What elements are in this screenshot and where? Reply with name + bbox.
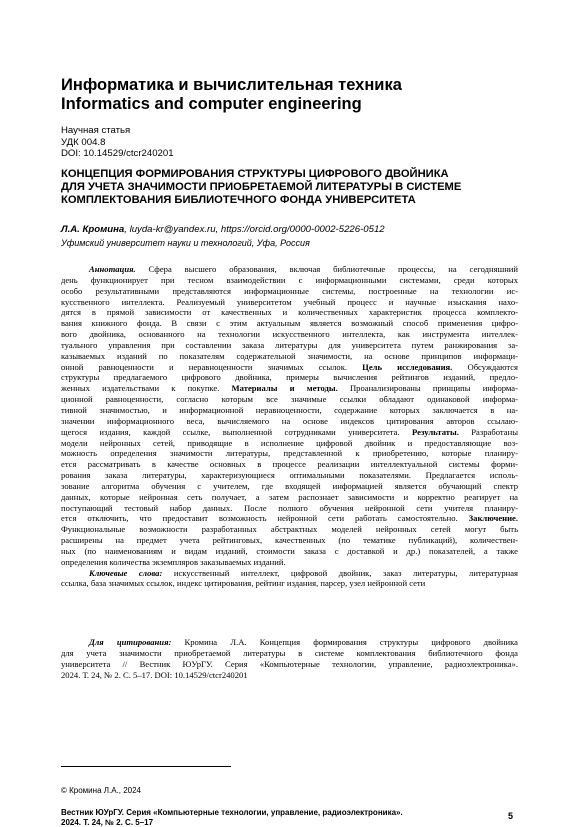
journal-footer: [61, 808, 403, 827]
abstract-line: щегося издания, каждой ссылке, выполненной сотрудниками университета. Результаты. Разработаны: [61, 426, 518, 437]
author-name: Л.А. Кромина: [61, 224, 125, 235]
article-type: Научная статья: [61, 125, 131, 136]
citation-line: 2024. Т. 24, № 2. С. 5–17. DOI: 10.14529/ctcr240201: [61, 669, 248, 680]
author-line: [61, 224, 385, 235]
page-number: 5: [508, 811, 514, 821]
section-heading: [61, 76, 521, 113]
abstract-line: онной равноценности и неравноценности значимых ссылок. Цель исследования. Обсуждаются: [61, 361, 519, 372]
citation-line: для учета значимости приобретаемой литературы в системе комплектования библиотечного фонда: [61, 647, 518, 658]
abstract-line: зование алгоритма обучения с учителем, где входящей информацией является обучающий спектр: [61, 480, 518, 491]
keywords-label: Ключевые слова:: [89, 567, 163, 578]
abstract-subheading: Цель исследования.: [362, 361, 453, 372]
abstract-label: Аннотация.: [89, 264, 136, 274]
abstract-line: особо результативными представляются информационные системы, построенные на технологии ис-: [61, 285, 518, 296]
paper-title-line: КОМПЛЕКТОВАНИЯ БИБЛИОТЕЧНОГО ФОНДА УНИВЕРСИТЕТА: [61, 194, 416, 207]
abstract-line: Аннотация. Сфера высшего образования, включая библиотечные процессы, на сегодняшний: [89, 264, 518, 274]
footnote-divider: [61, 766, 231, 767]
abstract-line: определения количества экземпляров заказываемых изданий.: [61, 556, 286, 567]
citation-label: Для цитирования:: [89, 637, 172, 647]
doi: DOI: 10.14529/ctcr240201: [61, 148, 174, 160]
abstract-line: значении информационного веса, вычисляемого на основе индексов цитирования авторов ссылаю-: [61, 415, 518, 426]
citation-line: Для цитирования: Кромина Л.А. Концепция формирования структуры цифрового двойника: [89, 637, 518, 647]
paper-title: [61, 168, 531, 208]
abstract-line: ционной равноценности, согласно которым все значимые ссылки обладают одинаковой информа-: [61, 394, 518, 405]
journal-name: Вестник ЮУрГУ. Серия «Компьютерные технологии, управление, радиоэлектроника».: [61, 808, 403, 817]
abstract-line: кусственного интеллекта. Реализуемый университетом учебный процесс и научные изыскания нахо-: [61, 296, 518, 307]
abstract-line: тивной значимостью, и информационной неравноценности, содержание которых заключается в на-: [61, 404, 518, 415]
abstract-line: можность определения значимости литературы, представленной к приобретению, которые планиру-: [61, 448, 518, 459]
abstract-line: поступающий тестовый набор данных. После полного обучения нейронной сети учителя планиру-: [61, 502, 518, 513]
abstract-line: модели нейронных сетей, приводящие в исполнение цифровой двойник и предоставляющие воз-: [61, 437, 518, 448]
abstract-subheading: Материалы и методы.: [231, 383, 338, 394]
abstract-line: Функциональные возможности разработанных абстрактных моделей нейронных сетей могут быть: [61, 524, 518, 535]
section-heading-en: Informatics and computer engineering: [61, 94, 362, 113]
abstract-line: ется рассматривать в качестве основных в процессе реализации интеллектуальной системы форми-: [61, 459, 518, 470]
abstract-line: казываемых изданий по показателям содержательной значимости, на основе принципов информаци-: [61, 350, 518, 361]
abstract-line: вания книжного фонда. В связи с этим актуальным является возможный способ применения цифро-: [61, 318, 518, 329]
abstract-subheading: Результаты.: [412, 426, 459, 437]
abstract-line: женных издательствами к покупке. Материалы и методы. Проанализированы принципы информа-: [61, 383, 518, 394]
abstract-line: туального управления при составлении заказа литературы для университета путем ранжирования за-: [61, 339, 518, 350]
author-contacts: , luyda-kr@yandex.ru, https://orcid.org/0000-0002-5226-0512: [124, 224, 385, 235]
abstract-line: структуры предлагаемого цифрового двойника, примеры вычисления рейтингов изданий, предло-: [61, 372, 518, 383]
abstract-subheading: Заключение.: [468, 513, 518, 524]
paper-title-line: ДЛЯ УЧЕТА ЗНАЧИМОСТИ ПРИОБРЕТАЕМОЙ ЛИТЕРАТУРЫ В СИСТЕМЕ: [61, 181, 462, 194]
article-meta: [61, 125, 174, 160]
citation-line: университета // Вестник ЮУрГУ. Серия «Компьютерные технологии, управление, радиоэлектроника».: [61, 658, 518, 669]
keywords-line: Ключевые слова: искусственный интеллект, цифровой двойник, заказ литературы, литературная: [89, 567, 518, 578]
abstract-line: ется отключить, что предоставит возможность нейронной сети работать самостоятельно. Заключение.: [61, 513, 518, 524]
citation-block: [61, 637, 518, 680]
abstract-line: данных, которые нейронная сеть получает, а затем распознает зависимости и корректно реагирует на: [61, 491, 518, 502]
abstract-line: день функционирует при тесном взаимодействии с информационными системами, среди которых: [61, 274, 518, 285]
journal-issue: 2024. Т. 24, № 2. С. 5–17: [61, 817, 154, 827]
abstract-line: вого двойника, основанного на технологии искусственного интеллекта, как инструмента интеллек-: [61, 329, 518, 340]
author-affiliation: Уфимский университет науки и технологий, Уфа, Россия: [61, 238, 310, 248]
udk-code: УДК 004.8: [61, 136, 106, 148]
section-heading-ru: Информатика и вычислительная техника: [61, 76, 402, 94]
abstract-line: расширены на предмет учета рейтинговых, качественных (по тематике публикаций), количествен-: [61, 535, 518, 546]
abstract: [61, 264, 518, 589]
copyright: © Кромина Л.А., 2024: [61, 786, 142, 795]
paper-title-line: КОНЦЕПЦИЯ ФОРМИРОВАНИЯ СТРУКТУРЫ ЦИФРОВОГО ДВОЙНИКА: [61, 168, 449, 180]
abstract-line: ных (по наименованиям и видам изданий, стоимости заказа с доставкой и др.) показателей, а также: [61, 545, 518, 556]
abstract-line: рования заказа литературы, характеризующиеся оптимальными показателями. Предлагается исполь-: [61, 470, 518, 481]
abstract-line: дятся в прямой зависимости от качественных и количественных характеристик процесса комплекто-: [61, 307, 518, 318]
keywords-line: ссылка, база значимых ссылок, индекс цитирования, рейтинг издания, парсер, узел нейронной сети: [61, 578, 426, 589]
